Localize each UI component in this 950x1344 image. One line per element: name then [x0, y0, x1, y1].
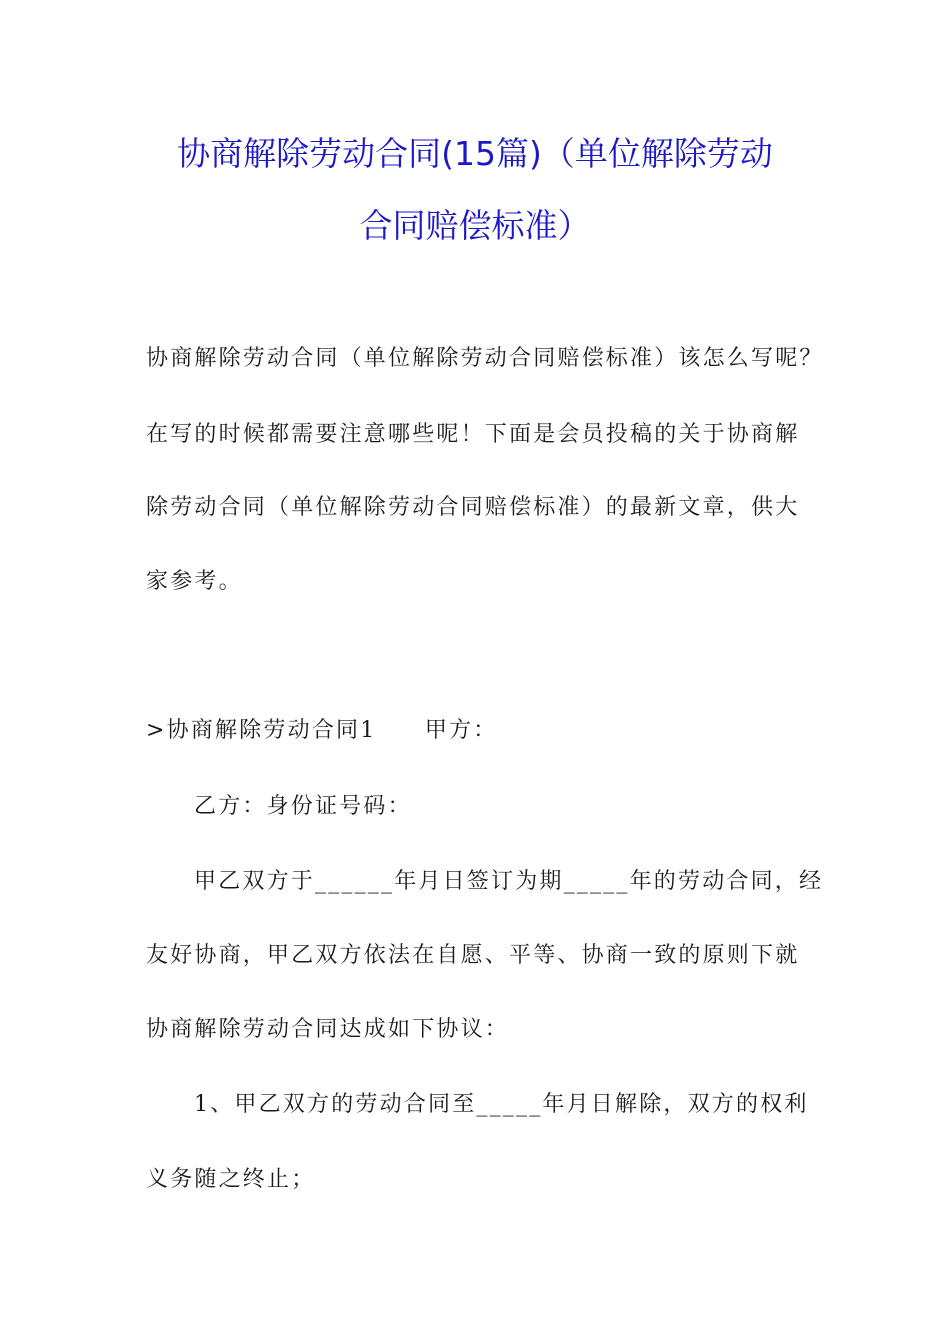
- document-title-line-1: 协商解除劳动合同(15篇)（单位解除劳动: [177, 134, 773, 173]
- party-b-line: 乙方：身份证号码：: [194, 794, 412, 819]
- intro-line-4: 家参考。: [146, 569, 243, 594]
- paragraph-1-line-1: 甲乙双方于______年月日签订为期_____年的劳动合同，经: [194, 869, 824, 894]
- paragraph-1-line-3: 协商解除劳动合同达成如下协议：: [146, 1017, 510, 1042]
- document-title-line-2: 合同赔偿标准）: [359, 206, 591, 245]
- section-heading: >协商解除劳动合同1 甲方：: [146, 718, 498, 743]
- clause-1-line-2: 义务随之终止；: [146, 1167, 316, 1192]
- clause-1-line-1: 1、甲乙双方的劳动合同至_____年月日解除，双方的权利: [194, 1092, 809, 1117]
- intro-line-1: 协商解除劳动合同（单位解除劳动合同赔偿标准）该怎么写呢？: [146, 346, 824, 371]
- paragraph-1-line-2: 友好协商，甲乙双方依法在自愿、平等、协商一致的原则下就: [146, 943, 800, 968]
- intro-line-3: 除劳动合同（单位解除劳动合同赔偿标准）的最新文章，供大: [146, 495, 800, 520]
- intro-line-2: 在写的时候都需要注意哪些呢！下面是会员投稿的关于协商解: [146, 422, 800, 447]
